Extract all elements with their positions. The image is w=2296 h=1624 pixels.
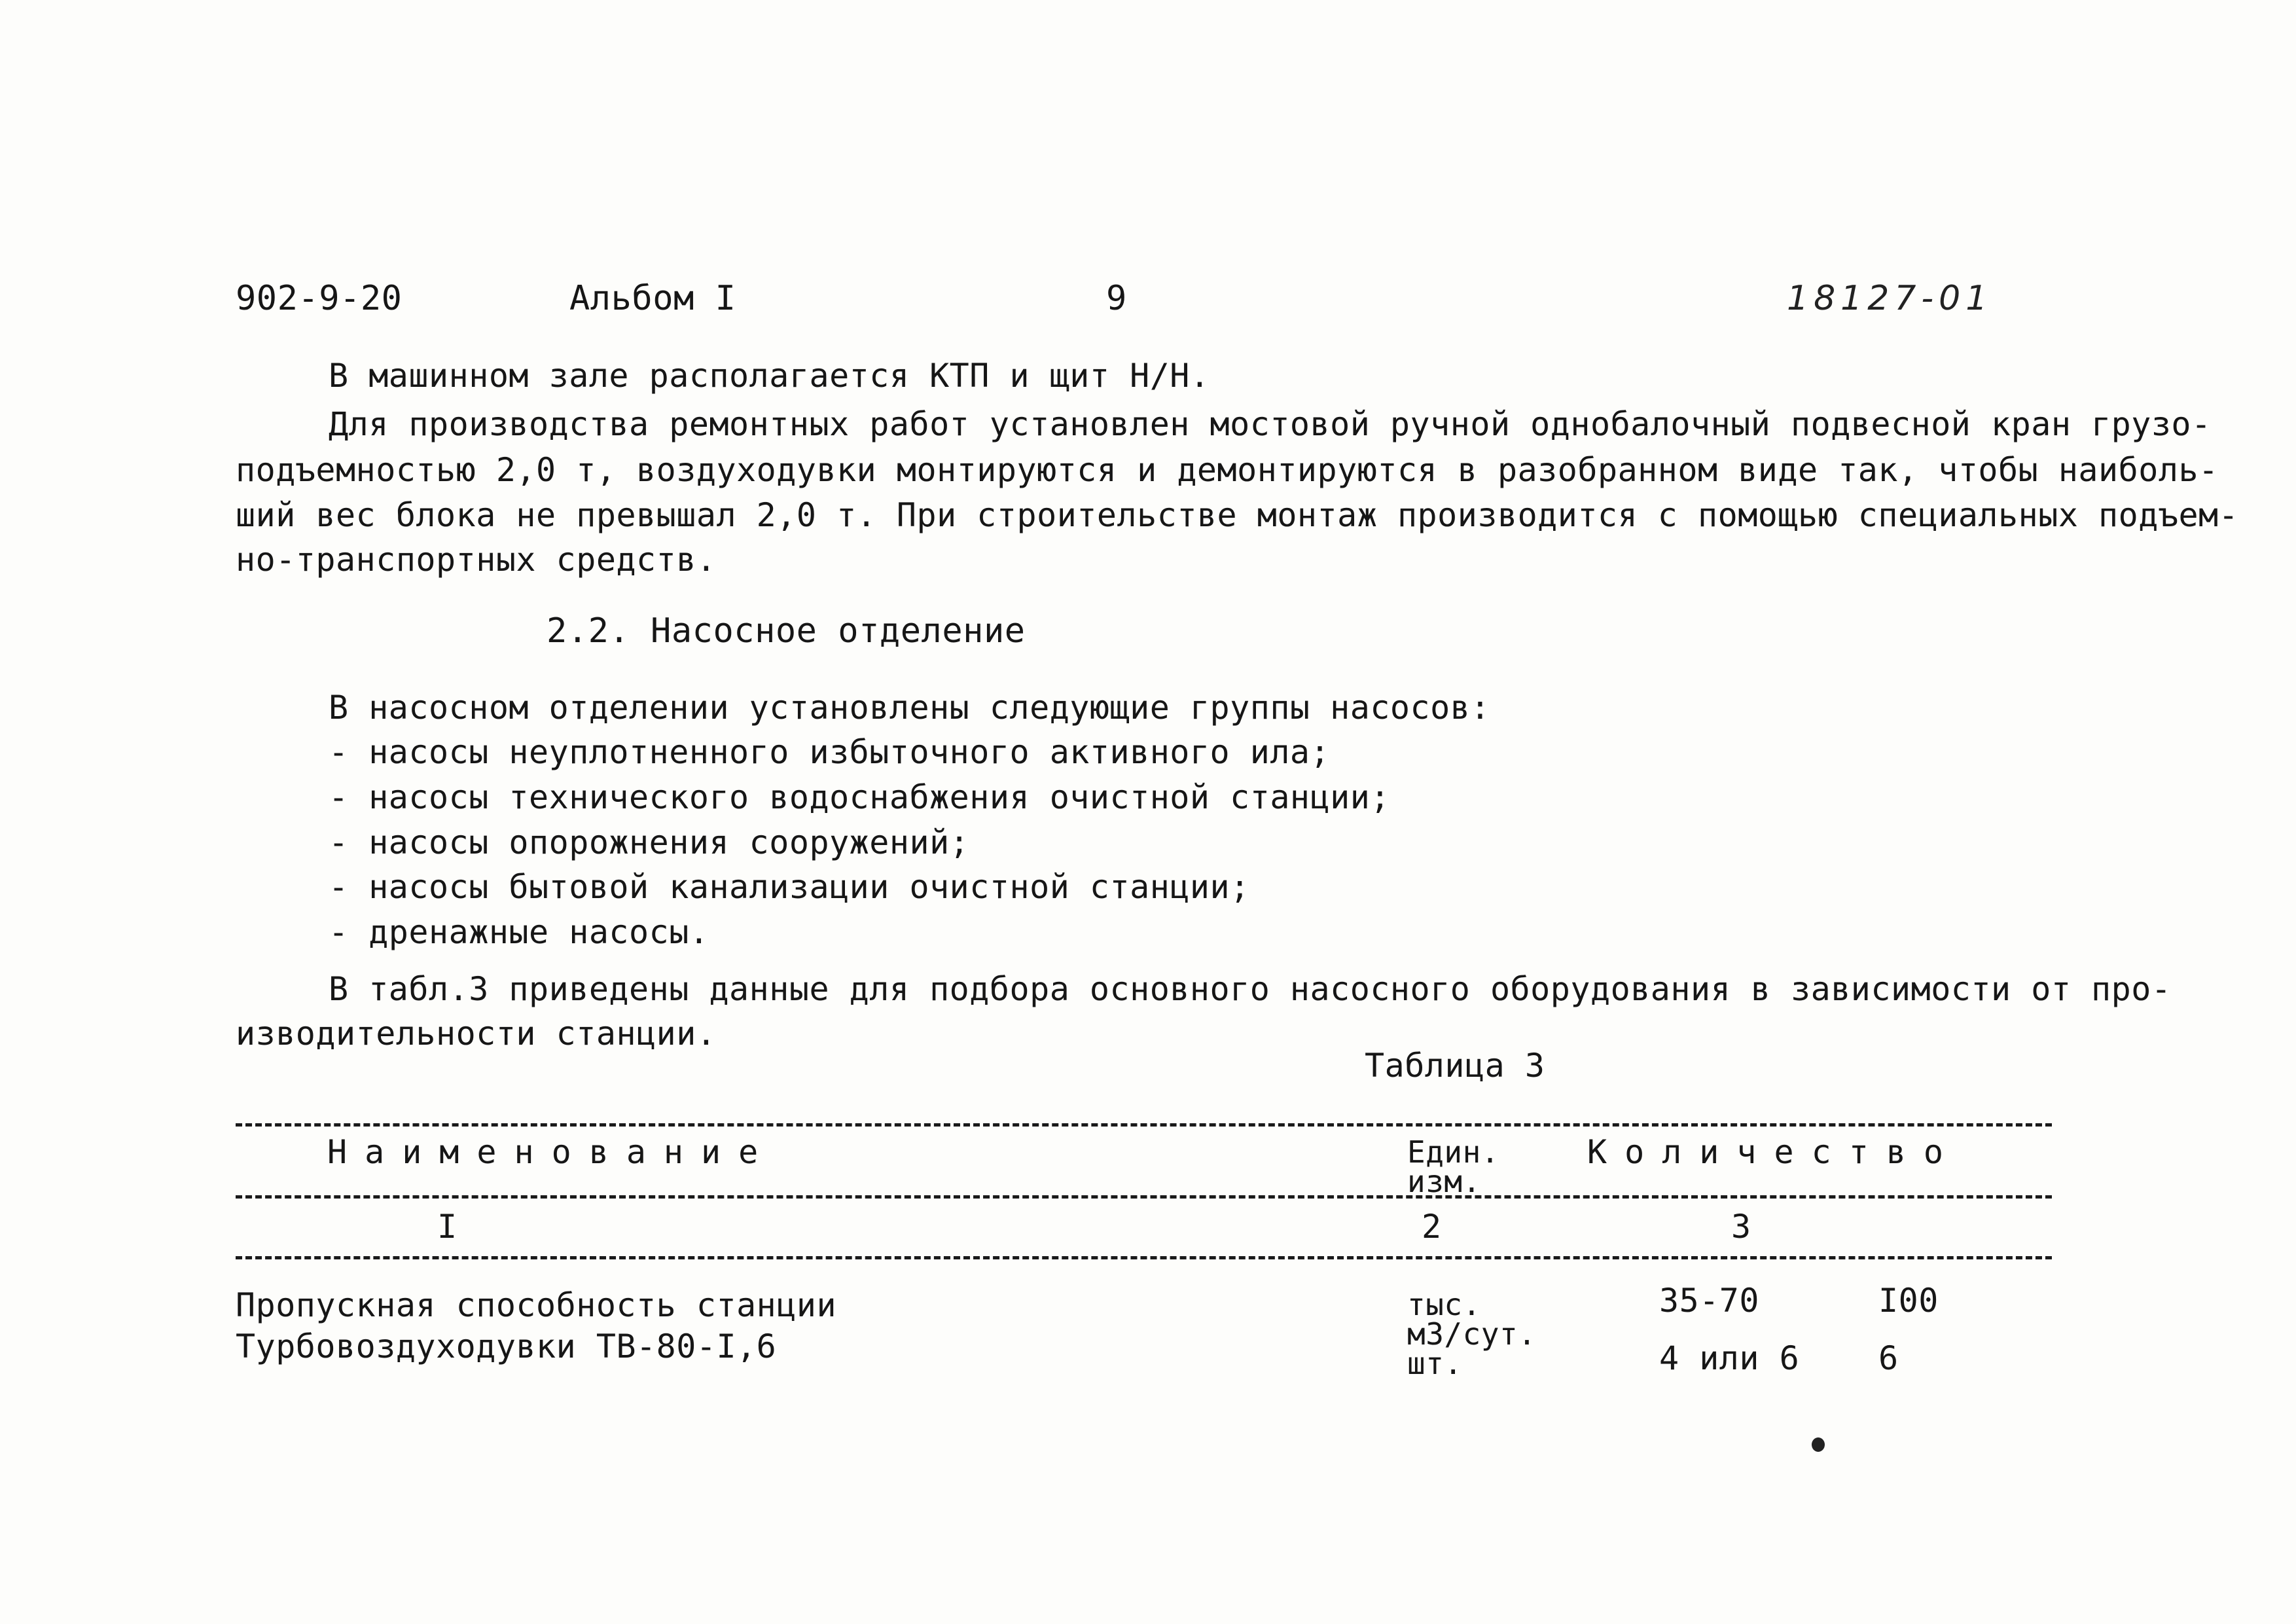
ink-dot — [1812, 1437, 1825, 1452]
table-cell-name: Турбовоздуходувки ТВ-80-I,6 — [236, 1327, 777, 1365]
table-cell-unit: тыс. — [1407, 1287, 1481, 1322]
table-cell-unit: шт. — [1407, 1346, 1463, 1381]
table-cell-qty-a: 35-70 — [1659, 1282, 1760, 1320]
table-rule-header — [236, 1195, 2052, 1199]
table-cell-name: Пропускная способность станции — [236, 1286, 837, 1324]
list-item: - дренажные насосы. — [329, 913, 709, 951]
table-caption: Таблица 3 — [1365, 1047, 1545, 1085]
column-number: 2 — [1422, 1208, 1442, 1246]
paragraph-line: подъемностью 2,0 т, воздуходувки монтируются и демонтируются в разобранном виде так, чтобы наиболь- — [236, 451, 2219, 489]
paragraph-line: но-транспортных средств. — [236, 541, 717, 579]
page-number: 9 — [1106, 279, 1127, 318]
list-item: - насосы технического водоснабжения очистной станции; — [329, 778, 1390, 816]
intro-line: В машинном зале располагается КТП и щит Н/Н. — [329, 357, 1210, 395]
column-header-unit: Един. — [1407, 1134, 1499, 1170]
table-rule-numbers — [236, 1256, 2052, 1259]
list-item: - насосы неуплотненного избыточного активного ила; — [329, 733, 1331, 771]
section-lead: В насосном отделении установлены следующие группы насосов: — [329, 689, 1490, 727]
paragraph-line: ший вес блока не превышал 2,0 т. При строительстве монтаж производится с помощью специальных подъем- — [236, 496, 2239, 534]
paragraph-line: изводительности станции. — [236, 1015, 717, 1053]
table-cell-qty-b: 6 — [1878, 1339, 1899, 1377]
column-header-quantity: Количество — [1587, 1133, 1962, 1171]
album-label: Альбом I — [569, 279, 736, 318]
paragraph-line: В табл.3 приведены данные для подбора основного насосного оборудования в зависимости от про- — [329, 970, 2172, 1008]
column-number: 3 — [1731, 1208, 1751, 1246]
paragraph-line: Для производства ремонтных работ установлен мостовой ручной однобалочный подвесной кран грузо- — [329, 405, 2212, 443]
doc-code: 902-9-20 — [236, 279, 403, 318]
list-item: - насосы бытовой канализации очистной станции; — [329, 868, 1250, 906]
table-rule-top — [236, 1123, 2052, 1127]
column-header-unit-2: изм. — [1407, 1164, 1481, 1199]
section-heading: 2.2. Насосное отделение — [547, 611, 1026, 651]
table-cell-qty-b: I00 — [1878, 1282, 1939, 1320]
table-cell-qty-a: 4 или 6 — [1659, 1339, 1800, 1377]
table-cell-unit-2: м3/сут. — [1407, 1316, 1537, 1352]
inventory-number: 18127-01 — [1787, 279, 1993, 318]
column-number: I — [437, 1208, 457, 1246]
column-header-name: Наименование — [327, 1133, 776, 1171]
list-item: - насосы опорожнения сооружений; — [329, 823, 970, 861]
